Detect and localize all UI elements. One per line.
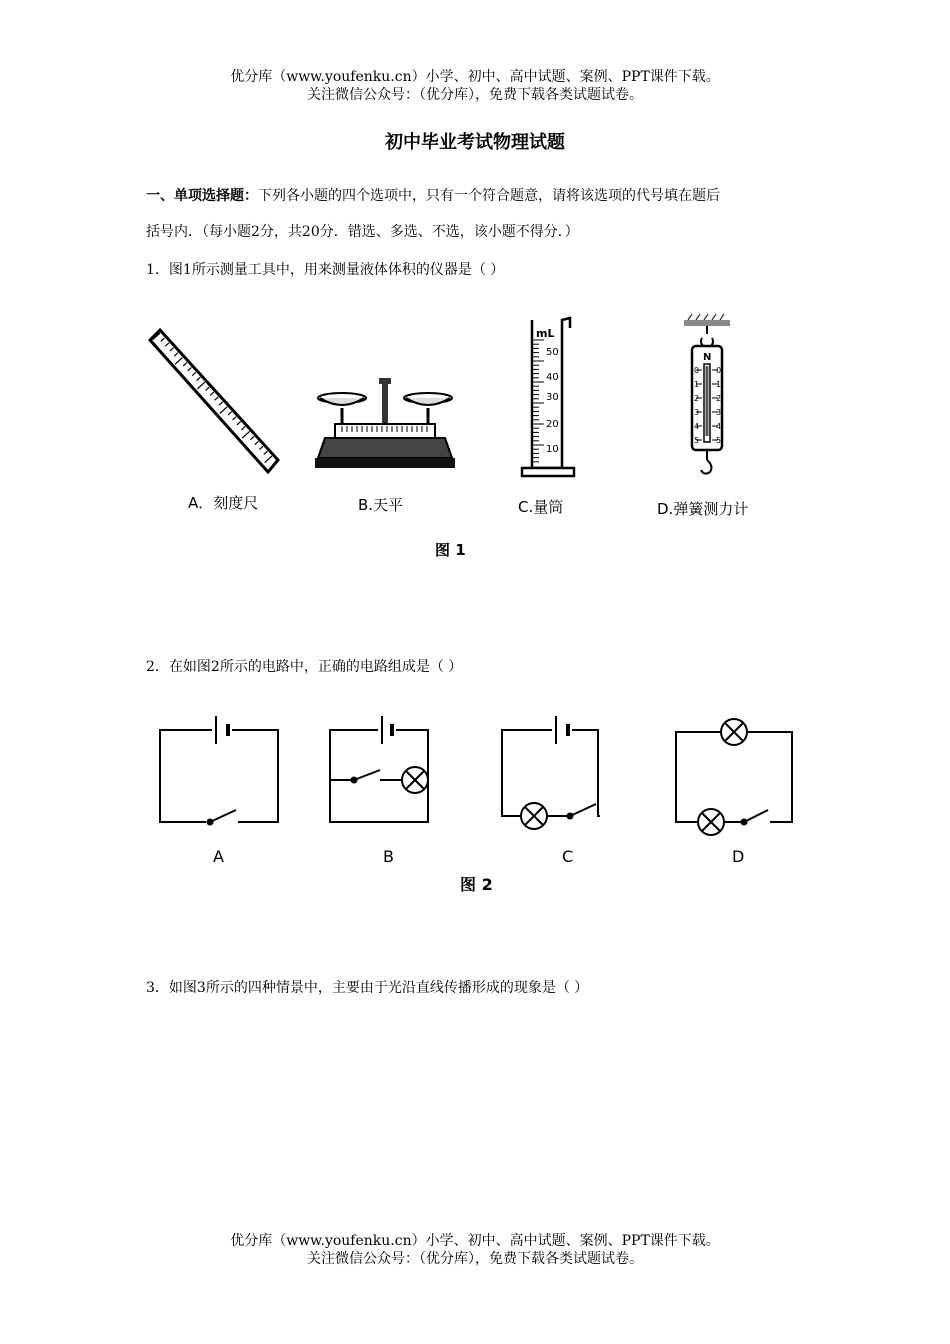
header-line-1: 优分库（www.youfenku.cn）小学、初中、高中试题、案例、PPT课件下载。 [230,69,720,85]
circuit-c [502,716,600,829]
spring-scale-image [684,314,730,474]
footer-line-2: 关注微信公众号：（优分库），免费下载各类试题试卷。 [307,1251,643,1267]
option-d-label: D.弹簧测力计 [657,500,749,518]
cylinder-tick-50: 50 [546,347,559,358]
circuit-a [160,716,278,825]
section-1-text-1: 下列各小题的四个选项中，只有一个符合题意，请将该选项的代号填在题后 [258,188,720,204]
option-c-label: C.量筒 [518,498,564,516]
scale-tick-left: 0 [694,366,700,375]
cylinder-tick-40: 40 [546,372,559,383]
scale-tick-right: 5 [716,436,722,445]
figure-2 [140,700,820,900]
section-1-line-1 [146,186,720,206]
scale-tick-right: 1 [716,380,722,389]
option-b-circuit-label: B [383,847,394,866]
figure-1 [130,300,810,570]
section-1-label: 一、单项选择题： [146,188,258,204]
cylinder-unit: mL [536,327,555,340]
option-c-circuit-label: C [562,847,574,866]
header-line-2: 关注微信公众号：（优分库），免费下载各类试题试卷。 [307,87,643,103]
cylinder-tick-30: 30 [546,392,559,403]
circuit-b [330,716,428,822]
figure-1-caption: 图 1 [435,541,466,559]
balance-image [315,378,455,468]
option-a-circuit-label: A [213,847,224,866]
scale-tick-right: 0 [716,366,722,375]
option-a-label: A．刻度尺 [188,494,259,512]
footer-line-1: 优分库（www.youfenku.cn）小学、初中、高中试题、案例、PPT课件下载。 [230,1233,720,1249]
scale-tick-left: 3 [694,408,700,417]
question-1-text: 1．图1所示测量工具中，用来测量液体体积的仪器是（ ） [146,262,505,278]
question-2-text: 2．在如图2所示的电路中，正确的电路组成是（ ） [146,659,463,675]
figure-2-caption: 图 2 [460,875,493,894]
option-b-label: B.天平 [358,496,404,514]
scale-tick-right: 2 [716,394,722,403]
section-1-line-2: 括号内．（每小题2分，共20分．错选、多选、不选，该小题不得分．） [146,224,579,240]
scale-tick-left: 2 [694,394,700,403]
scale-tick-left: 5 [694,436,700,445]
scale-tick-left: 4 [694,422,700,431]
question-3-text: 3．如图3所示的四种情景中，主要由于光沿直线传播形成的现象是（ ） [146,980,589,996]
cylinder-tick-10: 10 [546,444,559,455]
circuit-d [676,719,792,835]
page-title: 初中毕业考试物理试题 [385,132,565,153]
cylinder-tick-20: 20 [546,419,559,430]
scale-tick-left: 1 [694,380,700,389]
option-d-circuit-label: D [732,847,745,866]
ruler-image [150,330,278,472]
graduated-cylinder-image [522,318,574,476]
scale-unit: N [703,352,712,363]
scale-tick-right: 4 [716,422,722,431]
scale-tick-right: 3 [716,408,722,417]
